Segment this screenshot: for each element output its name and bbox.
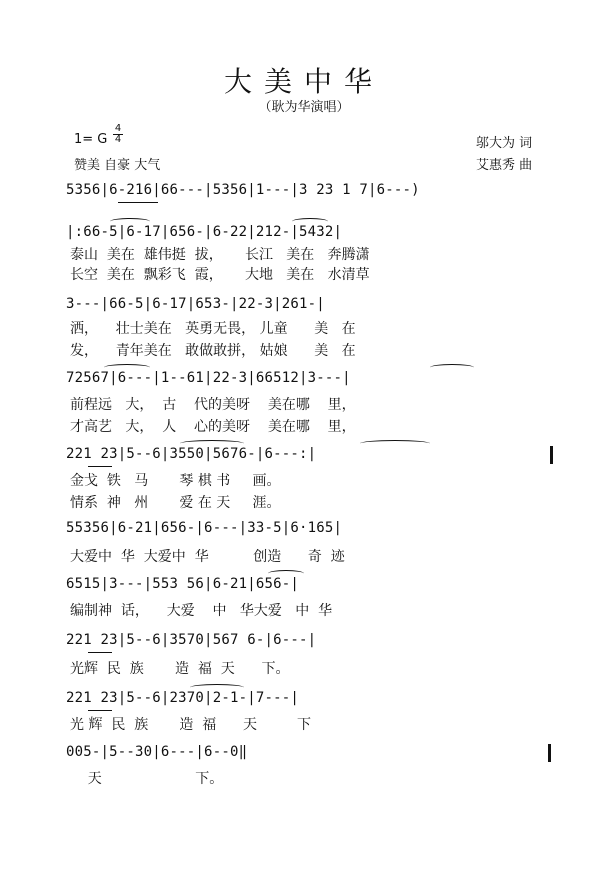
lyricist-credit: 邬大为 词 — [476, 136, 533, 151]
slur-mark — [292, 218, 328, 225]
lyric-line: 光辉 民 族 造 福 天 下。 — [70, 661, 290, 677]
lyric-line: 编制神 话， 大爱 中 华大爱 中 华 — [70, 603, 333, 619]
notation-line: 55356|6-21|656-|6---|33-5|6·165| — [66, 520, 343, 536]
notation-line: 72567|6---|1--61|22-3|66512|3---| — [66, 370, 351, 386]
time-signature-denominator: 4 — [114, 134, 122, 145]
slur-mark — [110, 218, 150, 225]
lyric-line: 天 下。 — [70, 771, 224, 787]
composer-credit: 艾惠秀 曲 — [476, 158, 533, 173]
final-bar — [548, 744, 551, 762]
repeat-end-bar — [550, 446, 553, 464]
lyric-line: 情系 神 州 爱 在 天 涯。 — [70, 495, 281, 511]
lyric-line: 才高艺 大， 人 心的美呀 美在哪 里， — [70, 419, 356, 435]
notation-line: |:66-5|6-17|656-|6-22|212-|5432| — [66, 224, 343, 240]
beam-mark — [88, 466, 112, 467]
slur-mark — [104, 364, 150, 371]
lyric-line: 光 辉 民 族 造 福 天 下 — [70, 717, 312, 733]
notation-line: 3---|66-5|6-17|653-|22-3|261-| — [66, 296, 325, 312]
notation-line: 6515|3---|553 56|6-21|656-| — [66, 576, 299, 592]
lyric-line: 大爱中 华 大爱中 华 创造 奇 迹 — [70, 549, 345, 565]
beam-mark — [118, 202, 158, 203]
key-signature: 1= G — [74, 132, 108, 147]
slur-mark — [180, 440, 244, 447]
lyric-line: 金戈 铁 马 琴 棋 书 画。 — [70, 473, 281, 489]
slur-mark — [430, 364, 474, 371]
slur-mark — [268, 570, 304, 577]
song-title: 大美中华 — [223, 65, 384, 98]
notation-line: 5356|6-216|66---|5356|1---|3 23 1 7|6---) — [66, 182, 420, 198]
notation-line: 005-|5--30|6---|6--0‖ — [66, 744, 248, 760]
lyric-line: 洒， 壮士美在 英勇无畏， 儿童 美 在 — [70, 321, 356, 337]
beam-mark — [88, 710, 112, 711]
lyric-line: 长空 美在 飘彩飞 霞， 大地 美在 水清草 — [70, 267, 370, 283]
lyric-line: 发， 青年美在 敢做敢拼， 姑娘 美 在 — [70, 343, 356, 359]
lyric-line: 前程远 大， 古 代的美呀 美在哪 里， — [70, 397, 356, 413]
beam-mark — [88, 652, 112, 653]
expression-mark: 赞美 自豪 大气 — [74, 158, 161, 173]
lyric-line: 泰山 美在 雄伟挺 拔， 长江 美在 奔腾潇 — [70, 247, 370, 263]
time-signature — [113, 124, 123, 145]
notation-line: 221 23|5--6|2370|2-1-|7---| — [66, 690, 299, 706]
time-signature-numerator: 4 — [114, 123, 122, 134]
slur-mark — [360, 440, 430, 447]
slur-mark — [190, 684, 244, 691]
notation-line: 221 23|5--6|3550|5676-|6---:| — [66, 446, 317, 462]
performer-note: （耿为华演唱） — [258, 100, 350, 115]
notation-line: 221 23|5--6|3570|567 6-|6---| — [66, 632, 317, 648]
